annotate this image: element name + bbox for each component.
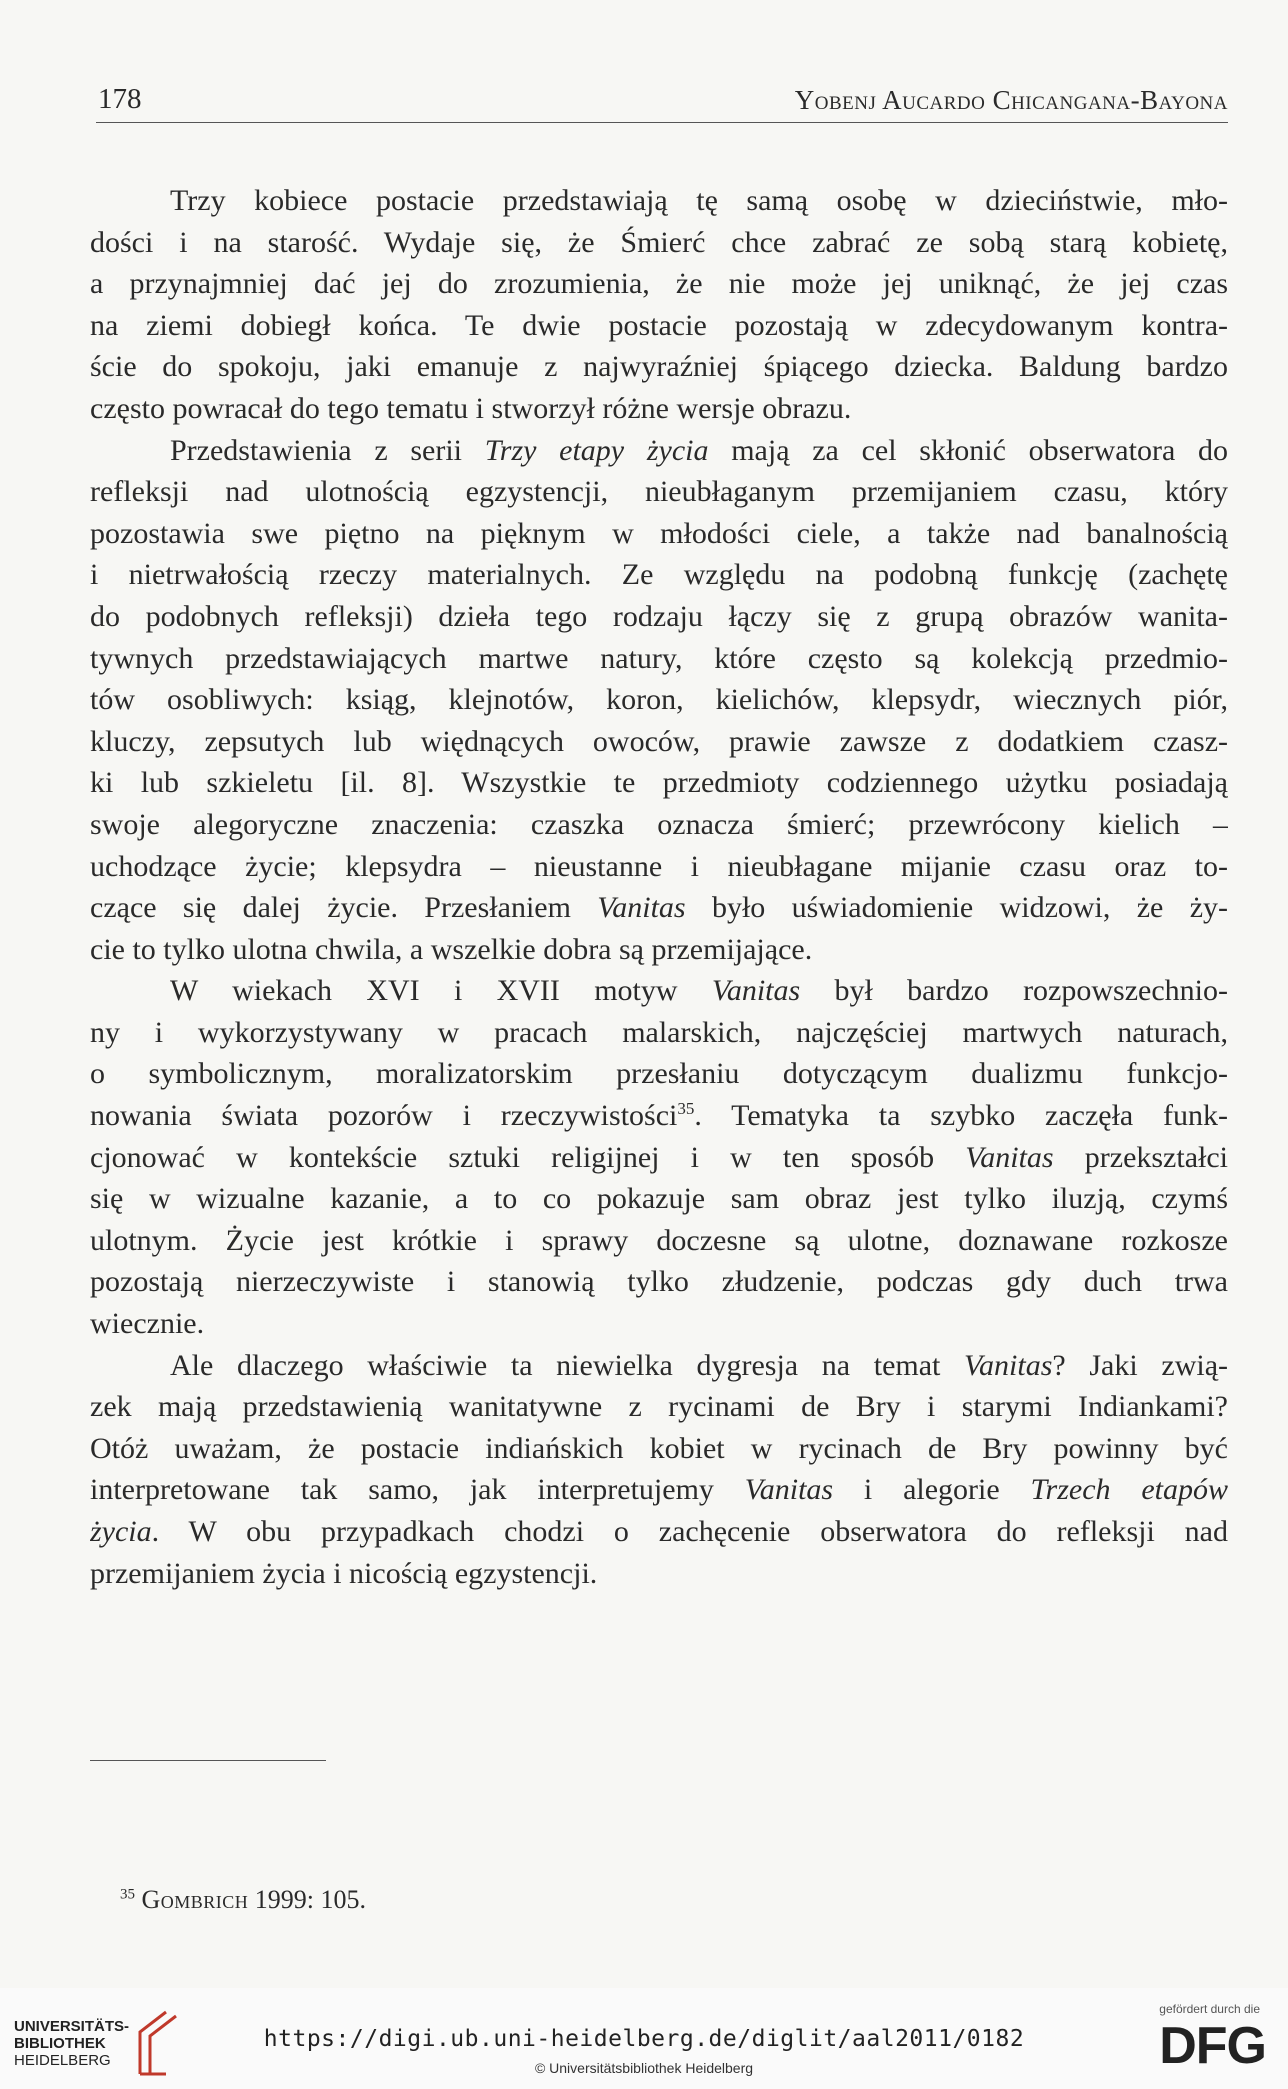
main-text [90,180,1228,1594]
text-line: refleksji nad ulotnością egzystencji, nieubłaganym przemijaniem czasu, który [90,475,1228,509]
text-line: przemijaniem życia i nicością egzystencji. [90,1556,598,1590]
footnote-separator [90,1760,326,1761]
text-line: ny i wykorzystywany w pracach malarskich, najczęściej martwych naturach, [90,1015,1228,1049]
text-line: a przynajmniej dać jej do zrozumienia, że nie może jej uniknąć, że jej czas [90,267,1228,301]
text-line: zek mają przedstawienią wanitatywne z rycinami de Bry i starymi Indiankami? [90,1390,1228,1424]
text-line: często powracał do tego tematu i stworzył różne wersje obrazu. [90,391,852,425]
text-line: o symbolicznym, moralizatorskim przesłaniu dotyczącym dualizmu funkcjo- [90,1057,1228,1091]
text-line: do podobnych refleksji) dzieła tego rodzaju łączy się z grupą obrazów wanita- [90,599,1228,633]
text-line: na ziemi dobiegł końca. Te dwie postacie pozostają w zdecydowanym kontra- [90,308,1228,342]
permalink-url[interactable]: https://digi.ub.uni-heidelberg.de/diglit/aal2011/0182 [263,2026,1025,2052]
text-line: ście do spokoju, jaki emanuje z najwyraźniej śpiącego dziecka. Baldung bardzo [90,350,1228,384]
footnote-citation: 1999: 105. [254,1885,367,1914]
text-line: ki lub szkieletu [il. 8]. Wszystkie te przedmioty codziennego użytku posiadają [90,766,1228,800]
text-line: uchodzące życie; klepsydra – nieustanne i nieubłagane mijanie czasu oraz to- [90,849,1228,883]
text-line: czące się dalej życie. Przesłaniem Vanitas było uświadomienie widzowi, że ży- [90,891,1228,925]
text-line: pozostają nierzeczywiste i stanowią tylko złudzenie, podczas gdy duch trwa [90,1265,1228,1299]
text-line: kluczy, zepsutych lub więdnących owoców, prawie zawsze z dodatkiem czasz- [90,724,1228,758]
text-line: W wiekach XVI i XVII motyw Vanitas był bardzo rozpowszechnio- [170,974,1228,1008]
text-line: cie to tylko ulotna chwila, a wszelkie dobra są przemijające. [90,932,813,966]
dfg-logo: DFG [1159,2017,1266,2075]
text-line: pozostawia swe piętno na pięknym w młodości ciele, a także nad banalnością [90,516,1228,550]
text-line: nowania świata pozorów i rzeczywistości$^{35}$. Tematyka ta szybko zaczęła funk- [90,1099,1228,1133]
text-line: ulotnym. Życie jest krótkie i sprawy doczesne są ulotne, doznawane rozkosze [90,1223,1228,1257]
running-header [96,82,1228,123]
page-number: 178 [98,83,142,115]
text-line: się w wizualne kazanie, a to co pokazuje sam obraz jest tylko iluzją, czymś [90,1182,1228,1216]
text-line: cjonować w kontekście sztuki religijnej i w ten sposób Vanitas przekształci [90,1140,1228,1174]
text-line: życia. W obu przypadkach chodzi o zachęcenie obserwatora do refleksji nad [90,1515,1228,1548]
text-line: dości i na starość. Wydaje się, że Śmierć chce zabrać ze sobą starą kobietę, [90,225,1228,259]
funding-note: gefördert durch die [1159,2002,1260,2016]
text-line: Ale dlaczego właściwie ta niewielka dygresja na temat Vanitas? Jaki zwią- [170,1348,1228,1382]
copyright-notice: © Universitätsbibliothek Heidelberg [534,2060,754,2076]
digitization-footer [0,1988,1288,2089]
footnote [120,1884,366,1916]
text-line: Przedstawienia z serii Trzy etapy życia mają za cel skłonić obserwatora do [170,433,1228,467]
text-line: tywnych przedstawiających martwe natury, które często są kolekcją przedmio- [90,641,1228,675]
text-line: Trzy kobiece postacie przedstawiają tę samą osobę w dzieciństwie, mło- [170,184,1228,217]
text-line: wiecznie. [90,1307,205,1341]
text-line: interpretowane tak samo, jak interpretujemy Vanitas i alegorie Trzech etapów [90,1473,1228,1507]
text-line: tów osobliwych: ksiąg, klejnotów, koron, kielichów, klepsydr, wiecznych piór, [90,683,1228,717]
footnote-number: 35 [120,1886,135,1903]
footnote-author: Gombrich [141,1885,249,1914]
running-head-author: Yobenj Aucardo Chicangana-Bayona [794,85,1228,115]
text-line: Otóż uważam, że postacie indiańskich kobiet w rycinach de Bry powinny być [90,1431,1228,1465]
text-line: swoje alegoryczne znaczenia: czaszka oznacza śmierć; przewrócony kielich – [90,807,1228,841]
library-logo: UNIVERSITÄTS- BIBLIOTHEK HEIDELBERG [14,2018,130,2069]
text-line: i nietrwałością rzeczy materialnych. Ze względu na podobną funkcję (zachętę [90,558,1228,592]
